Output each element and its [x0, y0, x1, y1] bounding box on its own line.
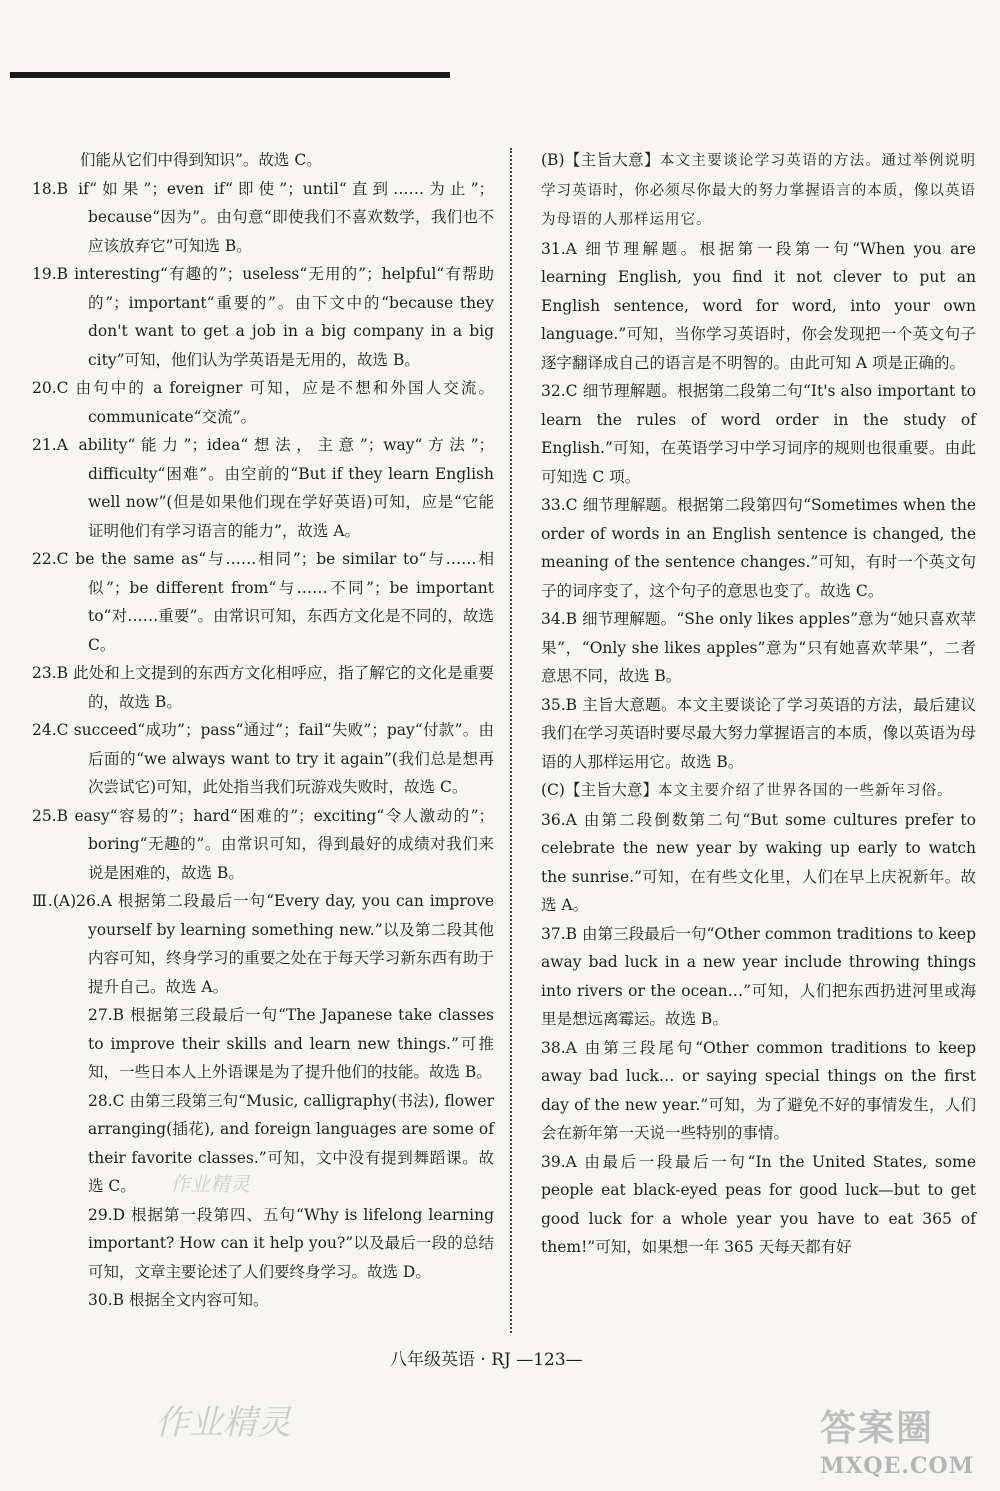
answer-number: 31.A	[541, 239, 586, 258]
answer-text: 主旨大意题。本文主要谈论了学习英语的方法，最后建议我们在学习英语时要尽最大努力掌握语言的本质，像以英语为母语的人那样运用它。故选 B。	[541, 695, 976, 771]
answer-text: 由第二段倒数第二句“But some cultures prefer to celebrate the new year by waking up early to watch the sunrise.”可知，在有些文化里，人们在早上庆祝新年。故选 A。	[541, 810, 976, 914]
answer-entry	[541, 1034, 976, 1148]
answer-number: 18.B	[32, 179, 79, 198]
logo-text: 答案圈	[820, 1407, 935, 1449]
answer-entry	[32, 260, 494, 374]
logo-url: MXQE.COM	[820, 1453, 975, 1479]
answer-entry	[32, 431, 494, 545]
main-idea	[541, 776, 976, 806]
answer-entry	[32, 1087, 494, 1201]
answer-entry	[32, 1286, 494, 1315]
right-column	[541, 146, 976, 1262]
answer-number: 30.B	[88, 1291, 129, 1309]
answer-number: 34.B	[541, 610, 583, 628]
answer-entry	[32, 175, 494, 261]
answer-text: interesting“有趣的”；useless“无用的”；helpful“有帮助的”；important“重要的”。由下文中的“because they don't want to get a job in a big company in a big city”可知，他们认为学英语是无用的，故选 B。	[74, 265, 495, 369]
answer-entry	[32, 146, 494, 175]
page-footer: 八年级英语 · RJ —123—	[390, 1350, 583, 1370]
answer-entry	[32, 659, 494, 716]
left-column	[32, 146, 494, 1315]
answer-text: 细节理解题。根据第二段第二句“It's also important to learn the rules of word order in the study of English.”可知，在英语学习中学习词序的规则也很重要。由此可知选 C 项。	[541, 382, 977, 486]
answer-text: 根据第三段最后一句“The Japanese take classes to improve their skills and learn new things.”可推知，一些日本人上外语课是为了提升他们的技能。故选 B。	[88, 1006, 494, 1081]
answer-text: 由最后一段最后一句“In the United States, some people eat black-eyed peas for good luck—but to get good luck for a whole year you have to eat 365 of them!”可知，如果想一年 365 天每天都有好	[541, 1152, 976, 1256]
answer-number: 21.A	[32, 436, 79, 454]
answer-text: 由句中的 a foreigner 可知，应是不想和外国人交流。communicate“交流”。	[75, 379, 495, 426]
answer-text: 本文主要谈论学习英语的方法。通过举例说明学习英语时，你必须尽你最大的努力掌握语言的本质，像以英语为母语的人那样运用它。	[541, 153, 976, 228]
answer-entry	[32, 802, 494, 888]
answer-entry	[541, 491, 976, 605]
column-divider	[510, 148, 512, 1333]
answer-text: ability“能力”；idea“想法，主意”；way“方法”；difficulty“困难”。由空前的“But if they learn English well now”(但是如果他们现在学好英语)可知，应是“它能证明他们有学习语言的能力”，故选 A。	[78, 436, 495, 540]
answer-text: 根据第二段最后一句“Every day, you can improve yourself by learning something new.”以及第二段其他内容可知，终身学习的重要之处在于每天学习新东西有助于提升自己。故选 A。	[88, 892, 494, 996]
answer-entry	[541, 235, 976, 378]
site-logo	[820, 1400, 990, 1480]
watermark-left: 作业精灵	[155, 1403, 291, 1443]
answer-number: 23.B	[32, 664, 74, 682]
answer-entry	[32, 1201, 494, 1287]
answer-entry	[32, 1001, 494, 1087]
answer-text: succeed“成功”；pass“通过”；fail“失败”；pay“付款”。由后面的“we always want to try it again”(我们总是想再次尝试它)可知，此处指当我们玩游戏失败时，故选 C。	[73, 721, 494, 796]
answer-entry	[541, 691, 976, 777]
answer-number: 39.A	[541, 1152, 585, 1171]
answer-text: 此处和上文提到的东西方文化相呼应，指了解它的文化是重要的，故选 B。	[73, 664, 494, 711]
answer-entry	[541, 1148, 976, 1262]
answer-number: 20.C	[32, 379, 76, 397]
answer-text: 细节理解题。“She only likes apples”意为“她只喜欢苹果”，“Only she likes apples”意为“只有她喜欢苹果”，二者意思不同，故选 B。	[541, 610, 976, 685]
answer-number: 37.B	[541, 924, 583, 943]
answer-text: 本文主要介绍了世界各国的一些新年习俗。	[657, 783, 953, 799]
answer-number: 36.A	[541, 810, 584, 829]
watermark-mid: 作业精灵	[170, 1172, 250, 1196]
answer-text: if“如果”；even if“即使”；until“直到……为止”；because“因为”。由句意“即使我们不喜欢数学，我们也不应该放弃它”可知选 B。	[78, 179, 494, 255]
answer-number: 32.C	[541, 382, 583, 400]
answer-number: 22.C	[32, 550, 76, 568]
answer-entry	[541, 605, 976, 691]
answer-entry	[32, 887, 494, 1001]
answer-entry	[541, 806, 976, 920]
answer-text: 细节理解题。根据第二段第四句“Sometimes when the order of words in an English sentence is changed, the meaning of the sentence changes.”可知，有时一个英文句子的词序变了，这个句子的意思也变了。故选 C。	[541, 496, 976, 600]
answer-entry	[32, 374, 494, 431]
answer-number: 29.D	[88, 1205, 132, 1224]
top-rule	[10, 72, 450, 78]
answer-number: 33.C	[541, 496, 583, 514]
answer-text: be the same as“与……相同”；be similar to“与……相似”；be different from“与……不同”；be important to“对……重要”。由常识可知，东西方文化是不同的，故选 C。	[75, 550, 494, 654]
answer-number: 38.A	[541, 1038, 585, 1057]
answer-text: 由第三段最后一句“Other common traditions to keep away bad luck in a new year include throwing things into rivers or the ocean…”可知，人们把东西扔进河里或海里是想远离霉运。故选 B。	[541, 924, 976, 1028]
answer-number: 19.B	[32, 265, 75, 283]
answer-text: 细节理解题。根据第一段第一句“When you are learning English, you find it not clever to put an English sentence, word for word, into your own language.”可知，当你学习英语时，你会发现把一个英文句子逐字翻译成自己的语言是不明智的。由此可知 A 项是正确的。	[541, 239, 976, 372]
answer-text: 们能从它们中得到知识”。故选 C。	[80, 151, 322, 169]
main-idea	[541, 146, 976, 235]
answer-entry	[32, 545, 494, 659]
answer-number: Ⅲ.(A)26.A	[32, 892, 118, 910]
answer-text: 根据第一段第四、五句“Why is lifelong learning important? How can it help you?”以及最后一段的总结可知，文章主要论述了人们要终身学习。故选 D。	[88, 1205, 494, 1281]
answer-entry	[541, 920, 976, 1034]
answer-entry	[541, 377, 976, 491]
answer-number: (C)【主旨大意】	[541, 781, 658, 799]
answer-text: easy“容易的”；hard“困难的”；exciting“令人激动的”；boring“无趣的”。由常识可知，得到最好的成绩对我们来说是困难的，故选 B。	[74, 806, 495, 882]
answer-text: 根据全文内容可知。	[128, 1291, 269, 1309]
answer-number: 35.B	[541, 695, 583, 714]
answer-number: (B)【主旨大意】	[541, 151, 660, 169]
answer-text: 由第三段第三句“Music, calligraphy(书法), flower arranging(插花), and foreign languages are some of their favorite classes.”可知，文中没有提到舞蹈课。故选 C。	[88, 1091, 494, 1195]
answer-number: 25.B	[32, 806, 75, 825]
answer-number: 24.C	[32, 721, 74, 739]
answer-number: 27.B	[88, 1006, 130, 1024]
answer-number: 28.C	[88, 1091, 130, 1110]
answer-entry	[32, 716, 494, 802]
answer-text: 由第三段尾句“Other common traditions to keep away bad luck… or saying special things on the first day of the new year.”可知，为了避免不好的事情发生，人们会在新年第一天说一些特别的事情。	[541, 1038, 976, 1142]
